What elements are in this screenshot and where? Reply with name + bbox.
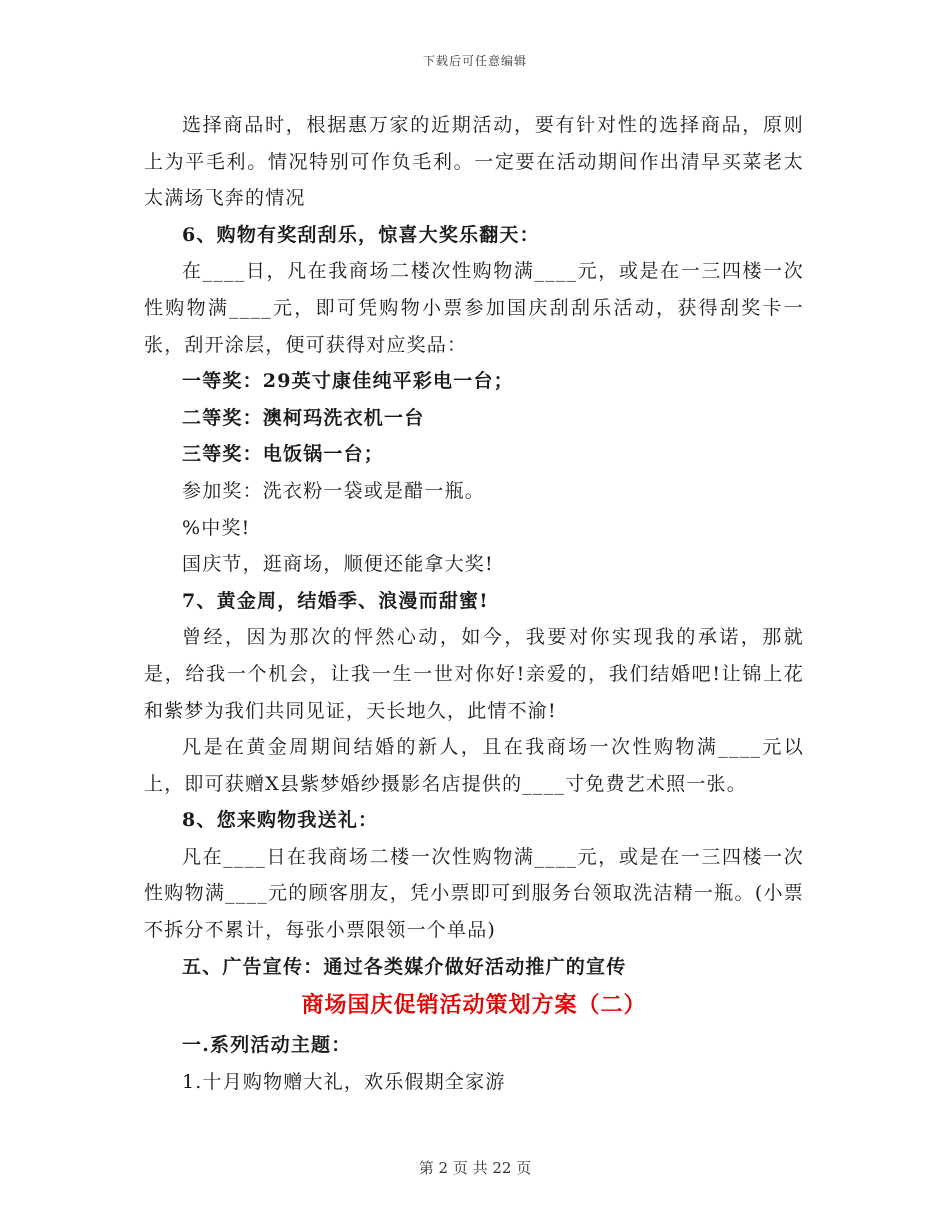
paragraph-slogan: 国庆节，逛商场，顺便还能拿大奖! xyxy=(182,553,494,576)
prize-third: 三等奖：电饭锅一台； xyxy=(182,443,385,466)
paragraph-wedding-story: 曾经，因为那次的怦然心动，如今，我要对你实现我的承诺，那就是，给我一个机会，让我一生一世对你好!亲爱的，我们结婚吧!让锦上花和紫梦为我们共同见证，天长地久，此情不渝! xyxy=(144,626,804,722)
document-title-part-two: 商场国庆促销活动策划方案（二） xyxy=(301,992,647,1019)
section-advertising: 五、广告宣传：通过各类媒介做好活动推广的宣传 xyxy=(182,955,627,978)
page-header: 下载后可任意编辑 xyxy=(422,54,527,68)
section-golden-week-wedding: 7、黄金周，结婚季、浪漫而甜蜜! xyxy=(182,589,489,612)
paragraph-product-selection: 选择商品时，根据惠万家的近期活动，要有针对性的选择商品，原则上为平毛利。情况特别可作负毛利。一定要在活动期间作出清早买菜老太太满场飞奔的情况 xyxy=(144,114,804,210)
paragraph-gift-rules: 凡在____日在我商场二楼一次性购物满____元，或是在一三四楼一次性购物满____元的顾客朋友，凭小票即可到服务台领取洗洁精一瓶。(小票不拆分不累计，每张小票限领一个单品) xyxy=(144,845,804,942)
section-gift: 8、您来购物我送礼： xyxy=(182,809,379,832)
paragraph-wedding-offer: 凡是在黄金周期间结婚的新人，且在我商场一次性购物满____元以上，即可获赠X县紫梦婚纱摄影名店提供的____寸免费艺术照一张。 xyxy=(144,736,804,795)
paragraph-scratch-card-rules: 在____日，凡在我商场二楼次性购物满____元，或是在一三四楼一次性购物满____元，即可凭购物小票参加国庆刮刮乐活动，获得刮奖卡一张，刮开涂层，便可获得对应奖品： xyxy=(144,260,804,356)
paragraph-win-rate: %中奖! xyxy=(182,516,251,539)
page-footer: 第 2 页 共 22 页 xyxy=(418,1159,532,1177)
prize-first: 一等奖：29英寸康佳纯平彩电一台； xyxy=(182,370,514,393)
prize-participation: 参加奖：洗衣粉一袋或是醋一瓶。 xyxy=(182,479,486,502)
section-activity-theme: 一.系列活动主题： xyxy=(182,1034,352,1057)
paragraph-theme-one: 1.十月购物赠大礼，欢乐假期全家游 xyxy=(182,1070,506,1093)
section-scratch-card: 6、购物有奖刮刮乐，惊喜大奖乐翻天： xyxy=(182,223,540,246)
prize-second: 二等奖：澳柯玛洗衣机一台 xyxy=(182,406,425,429)
document-body xyxy=(144,107,804,1100)
